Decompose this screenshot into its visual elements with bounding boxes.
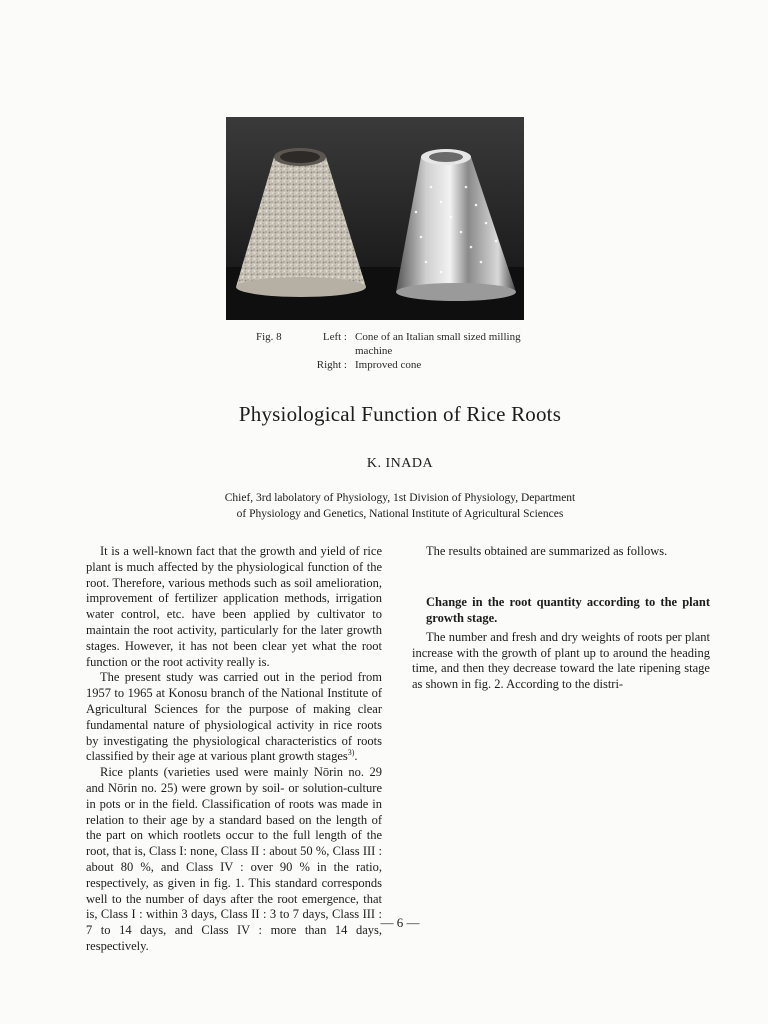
paragraph-root-quantity: The number and fresh and dry weights of roots per plant increase with the growth of plant up to around the heading time, and then they decrease toward the late ripening stage as shown in fig. 2. According to the distri- [412, 629, 710, 692]
page-number: — 6 — [380, 915, 420, 930]
article-title: Physiological Function of Rice Roots [238, 402, 562, 426]
figure-left-label: Left : [322, 331, 347, 343]
affiliation-line-1: Chief, 3rd labolatory of Physiology, 1st Division of Physiology, Department [224, 492, 576, 504]
article-author: K. INADA [366, 456, 434, 471]
paragraph-intro: It is a well-known fact that the growth and yield of rice plant is much affected by the physiological function of the root. Therefore, various methods such as soil amelioration, improvement of fertilizer application methods, irrigation water control, etc. have been applied by cultivator to maintain the root activity, particularly for the later growth stages. However, it has not been clear yet what the root function or the root activity really is. [86, 544, 382, 669]
figure-left-text: Cone of an Italian small sized milling machine [355, 331, 521, 357]
figure-caption [256, 330, 556, 372]
paragraph-study-text: The present study was carried out in the period from 1957 to 1965 at Konosu branch of the National Institute of Agricultural Sciences for the purpose of making clear fundamental nature of physiological activity in rice roots by investigating the physiological characteristics of roots classified by their age at various plant growth stages [86, 670, 382, 764]
milling-cones-image [226, 117, 524, 320]
paragraph-results: The results obtained are summarized as follows. [426, 544, 668, 558]
paragraph-study-end: . [354, 749, 358, 764]
figure-photo [226, 117, 524, 320]
body-column-right [412, 544, 710, 693]
affiliation-line-2: of Physiology and Genetics, National Institute of Agricultural Sciences [236, 508, 564, 520]
figure-right-text: Improved cone [355, 359, 422, 371]
figure-label: Fig. 8 [256, 331, 282, 343]
reference-marker: 3) [347, 748, 355, 758]
body-column-left [86, 544, 382, 955]
paragraph-study [86, 670, 382, 765]
section-heading-root-quantity: Change in the root quantity according to the plant growth stage. [426, 594, 710, 625]
article-affiliation [150, 490, 650, 522]
figure-right-label: Right : [316, 359, 347, 371]
paragraph-methods: Rice plants (varieties used were mainly Nōrin no. 29 and Nōrin no. 25) were grown by soil- or solution-culture in pots or in the field. Classification of roots was made in relation to their age by a standard based on the length of the part on which rootlets occur to the full length of the root, that is, Class I: none, Class II : about 50 %, Class III : about 80 %, and Class IV : over 90 % in the ratio, respectively, as given in fig. 1. This standard corresponds well to the number of days after the root emergence, that is, Class I : within 3 days, Class II : 3 to 7 days, Class III : 7 to 14 days, and Class IV : more than 14 days, respectively. [86, 765, 382, 953]
